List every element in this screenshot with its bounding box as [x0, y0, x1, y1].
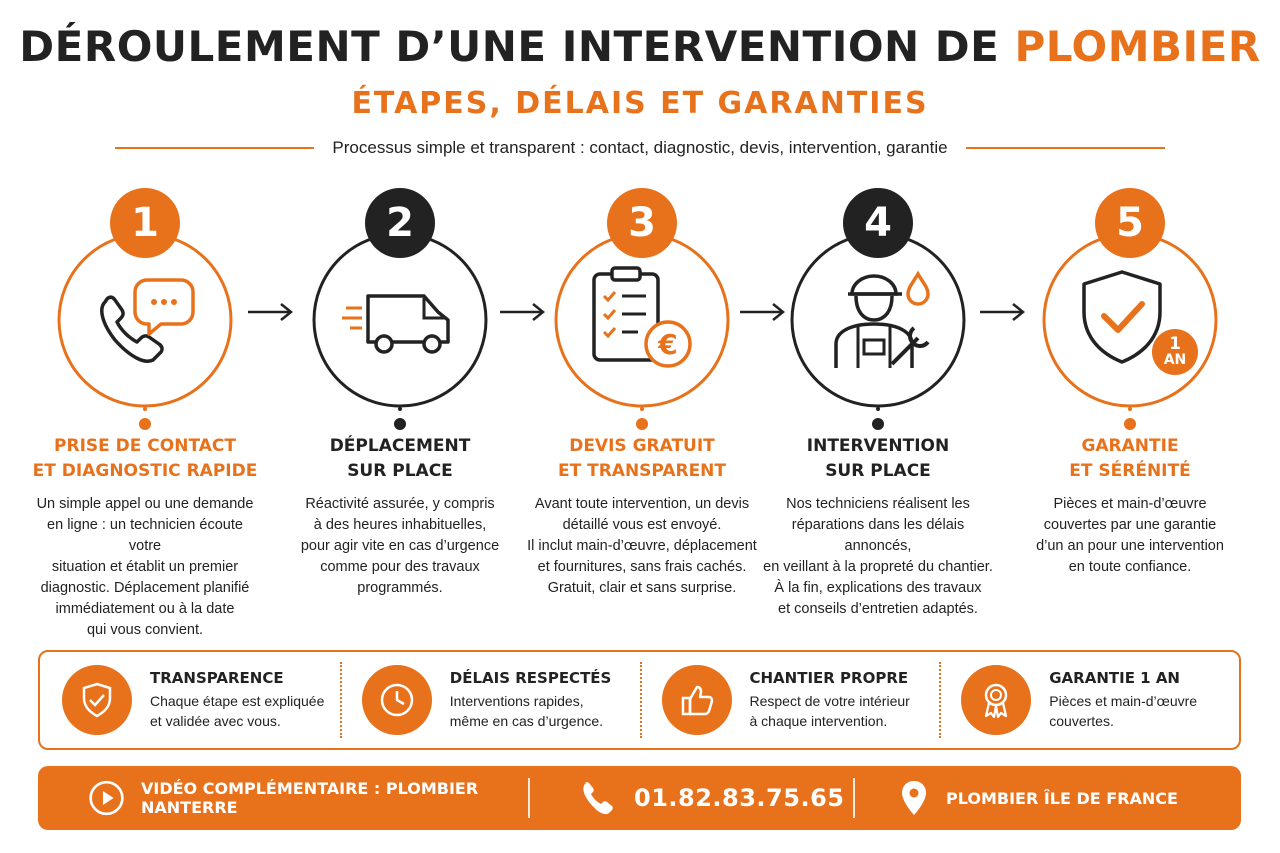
- thumbs-up-icon: [662, 665, 732, 735]
- step-connector: [1123, 406, 1137, 432]
- benefit-description: Pièces et main-d’œuvre couvertes.: [1049, 693, 1198, 729]
- footer-bar: [38, 766, 1241, 830]
- video-label: VIDÉO COMPLÉMENTAIRE : PLOMBIER NANTERRE: [141, 779, 479, 817]
- benefit-title: CHANTIER PROPRE: [749, 669, 909, 687]
- divider-left: [115, 147, 314, 149]
- benefit-title: GARANTIE 1 AN: [1049, 669, 1180, 687]
- video-link[interactable]: [38, 766, 528, 830]
- step-connector: [635, 406, 649, 432]
- clipboard-euro-icon: [582, 260, 702, 380]
- step-number-badge: 1: [110, 188, 180, 258]
- step-2: [285, 180, 515, 620]
- benefit-chantier: [640, 652, 940, 748]
- page-title: [0, 22, 1280, 71]
- plumber-wrench-icon: [818, 260, 938, 380]
- van-icon: [340, 260, 460, 380]
- step-title: GARANTIE ET SÉRÉNITÉ: [1069, 436, 1191, 481]
- region-label: PLOMBIER ÎLE DE FRANCE: [946, 788, 1178, 808]
- step-connector: [871, 406, 885, 432]
- phone-link[interactable]: [528, 766, 853, 830]
- benefit-description: Chaque étape est expliquée et validée avec vous.: [150, 693, 325, 729]
- step-number-badge: 2: [365, 188, 435, 258]
- step-5: [1015, 180, 1245, 620]
- step-description: Réactivité assurée, y compris à des heures inhabituelles, pour agir vite en cas d’urgence comme pour des travaux programmés.: [300, 496, 500, 596]
- medal-icon: [961, 665, 1031, 735]
- step-description: Un simple appel ou une demande en ligne : un technicien écoute votre situation et établit un premier diagnostic. Déplacement planifié immédiatement ou à la date qui vous convient.: [36, 496, 254, 638]
- region-link[interactable]: [853, 766, 1241, 830]
- step-description: Avant toute intervention, un devis détaillé vous est envoyé. Il inclut main-d’œuvre, déplacement et fournitures, sans frais cachés. Gratuit, clair et sans surprise.: [527, 496, 757, 596]
- svg-text:€: €: [658, 328, 678, 361]
- phone-icon: [578, 778, 618, 818]
- step-title: DÉPLACEMENT SUR PLACE: [329, 436, 471, 481]
- divider-right: [966, 147, 1165, 149]
- step-description: Pièces et main-d’œuvre couvertes par une garantie d’un an pour une intervention en toute confiance.: [1036, 496, 1224, 575]
- benefit-transparence: [40, 652, 340, 748]
- step-description: Nos techniciens réalisent les réparations dans les délais annoncés, en veillant à la propreté du chantier. À la fin, explications des travaux et conseils d’entretien adaptés.: [763, 496, 993, 617]
- benefit-title: DÉLAIS RESPECTÉS: [449, 669, 612, 687]
- page-subtitle: ÉTAPES, DÉLAIS ET GARANTIES: [351, 86, 929, 121]
- step-1: [30, 180, 260, 638]
- location-pin-icon: [898, 778, 930, 818]
- step-title: PRISE DE CONTACT ET DIAGNOSTIC RAPIDE: [32, 436, 258, 481]
- step-number-badge: 3: [607, 188, 677, 258]
- benefit-description: Respect de votre intérieur à chaque intervention.: [749, 693, 910, 729]
- shield-check-icon: [62, 665, 132, 735]
- step-number-badge: 5: [1095, 188, 1165, 258]
- step-connector: [138, 406, 152, 432]
- step-title: INTERVENTION SUR PLACE: [806, 436, 950, 481]
- step-title: DEVIS GRATUIT ET TRANSPARENT: [557, 436, 727, 481]
- benefit-title: TRANSPARENCE: [150, 669, 284, 687]
- one-year-badge: 1 AN: [1152, 329, 1198, 375]
- benefit-delais: [340, 652, 640, 748]
- tagline: Processus simple et transparent : contact, diagnostic, devis, intervention, garantie: [332, 138, 948, 157]
- benefit-description: Interventions rapides, même en cas d’urgence.: [449, 693, 604, 729]
- tagline-row: [115, 136, 1165, 160]
- play-icon: [88, 777, 125, 819]
- title-accent: PLOMBIER: [1014, 22, 1261, 71]
- step-4: [763, 180, 993, 620]
- step-3: [527, 180, 757, 620]
- phone-number: 01.82.83.75.65: [634, 784, 845, 812]
- step-number-badge: 4: [843, 188, 913, 258]
- benefits-panel: [38, 650, 1241, 750]
- title-main: DÉROULEMENT D’UNE INTERVENTION DE: [19, 22, 1015, 71]
- phone-chat-icon: [85, 260, 205, 380]
- benefit-garantie: [939, 652, 1239, 748]
- step-connector: [393, 406, 407, 432]
- clock-icon: [362, 665, 432, 735]
